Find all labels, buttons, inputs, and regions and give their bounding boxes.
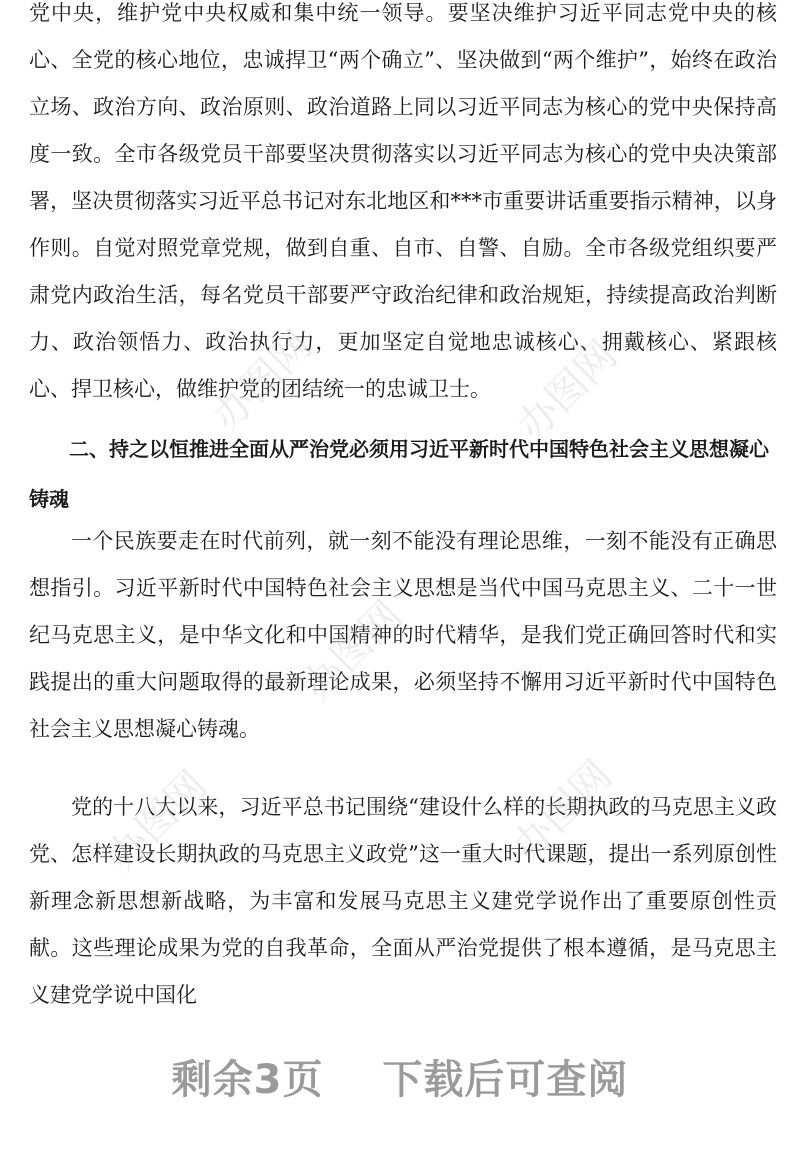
paragraph-2: 一个民族要走在时代前列，就一刻不能没有理论思维，一刻不能没有正确思想指引。习近平新时代中国特色社会主义思想是当代中国马克思主义、二十一世纪马克思主义，是中华文化和中国精神的时代精华，是我们党正确回答时代和实践提出的重大问题取得的最新理论成果，必须坚持不懈用习近平新时代中国特色社会主义思想凝心铸魂。 (29, 529, 777, 741)
paragraph-3: 党的十八大以来，习近平总书记围绕“建设什么样的长期执政的马克思主义政党、怎样建设长期执政的马克思主义政党”这一重大时代课题，提出一系列原创性新理念新思想新战略，为丰富和发展马克思主义建党学说作出了重要原创性贡献。这些理论成果为党的自我革命，全面从严治党提供了根本遵循，是马克思主义建党学说中国化 (29, 795, 777, 1007)
watermark: 办图网 (503, 752, 622, 870)
watermark: 办图网 (293, 592, 412, 710)
watermark: 办图网 (98, 762, 217, 880)
section-heading-2: 二、持之以恒推进全面从严治党必须用习近平新时代中国特色社会主义思想凝心铸魂 (29, 437, 769, 511)
download-to-view-text: 下载后可查阅 (382, 1057, 629, 1103)
watermark: 办图网 (203, 322, 322, 440)
remaining-pages-text: 剩余3页 (171, 1057, 324, 1103)
download-prompt[interactable] (0, 1048, 800, 1105)
watermark: 办图网 (508, 332, 627, 450)
paragraph-1: 党中央，维护党中央权威和集中统一领导。要坚决维护习近平同志党中央的核心、全党的核心地位，忠诚捍卫“两个确立”、坚决做到“两个维护”，始终在政治立场、政治方向、政治原则、政治道路上同以习近平同志为核心的党中央保持高度一致。全市各级党员干部要坚决贯彻落实以习近平同志为核心的党中央决策部署，坚决贯彻落实习近平总书记对东北地区和***市重要讲话重要指示精神，以身作则。自觉对照党章党规，做到自重、自市、自警、自励。全市各级党组织要严肃党内政治生活，每名党员干部要严守政治纪律和政治规矩，持续提高政治判断力、政治领悟力、政治执行力，更加坚定自觉地忠诚核心、拥戴核心、紧跟核心、捍卫核心，做维护党的团结统一的忠诚卫士。 (29, 1, 777, 401)
